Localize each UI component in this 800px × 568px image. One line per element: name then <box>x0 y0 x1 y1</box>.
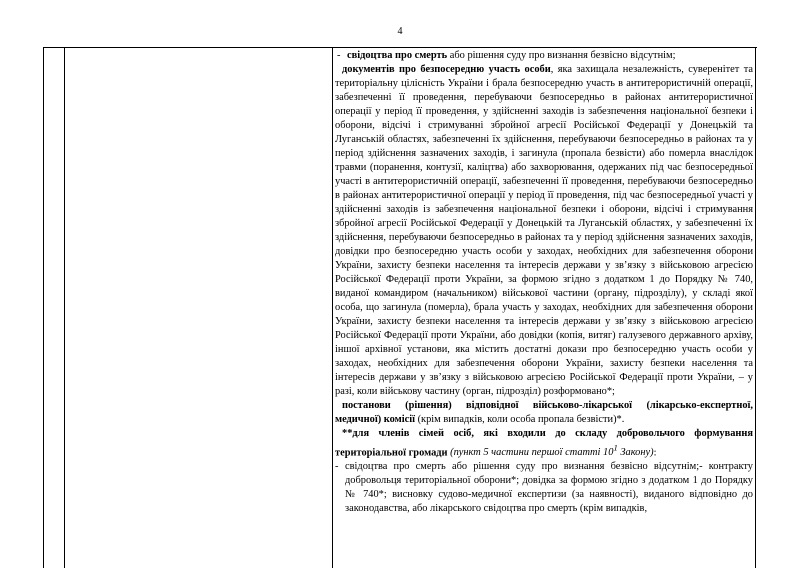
column-divider <box>332 48 333 568</box>
document-table <box>43 47 757 568</box>
bold-heading: **для членів сімей осіб, які входили до складу добровольчого формування територіальної громади <box>335 428 753 459</box>
column-divider <box>755 48 756 568</box>
requirements-cell <box>335 49 753 516</box>
bold-term: постанови (рішення) відповідної військово-лікарської (лікарсько-експертної, медичної) комісії <box>335 400 753 425</box>
item-text: або рішення суду про визнання безвісно відсутнім; <box>447 50 676 61</box>
law-reference: (пункт 5 частини першої статті 10 <box>447 447 614 459</box>
list-dash: - <box>337 50 341 61</box>
law-reference-sup: 1 <box>613 443 618 453</box>
paragraph-text: , яка захищала незалежність, суверенітет та територіальну цілісність України і брала безпосередню участь в антитерористичній операції, забезпеченні її проведення, перебуваючи безпосередньо в районах антитерористичної операції у період її проведення, у здійсненні заходів із забезпечення національної безпеки і оборони, відсічі і стримуванні збройної агресії Російської Федерації у Донецькій та Луганській областях, забезпеченні їх здійснення, перебуваючи безпосередньо в районах та у період здійснення зазначених заходів, і загинула (пропала безвісти) або померла внаслідок травми (поранення, контузії, каліцтва) або захворювання, одержаних під час безпосередньої участі в антитерористичній операції, забезпеченні її проведення, перебуваючи безпосередньо в районах антитерористичної операції у період її проведення, під час безпосередньої участі у здійсненні заходів із забезпечення національної безпеки і оборони, відсічі і стримування збройної агресії Російської Федерації у Донецькій та Луганській областях, у забезпеченні їх здійснення, перебуваючи безпосередньо в районах та у період здійснення зазначених заходів, довідки про безпосередню участь особи у заходах, необхідних для забезпечення оборони України, захисту безпеки населення та інтересів держави у зв’язку з військовою агресією Російської Федерації проти України, за формою згідно з додатком 1 до Порядку № 740, виданої командиром (начальником) військової частини (органу, підрозділу), у складі якої особа, що загинула (померла), брала участь у заходах, необхідних для забезпечення оборони України, захисту безпеки населення та інтересів держави у зв’язку з військовою агресією Російської Федерації проти України, або довідки (копія, витяг) галузевого державного архіву, іншої архівної установи, яка містить достатні докази про безпосередню участь особи у заходах, необхідних для забезпечення оборони України, захисту безпеки населення та інтересів держави у зв’язку з військовою агресією Російської Федерації проти України, – у разі, коли військову частину (орган, підрозділ) розформовано*; <box>335 64 753 397</box>
list-item-death-certificate <box>335 49 753 63</box>
bold-term: свідоцтва про смерть <box>347 50 448 61</box>
list-dash: - <box>335 461 339 473</box>
law-reference-end: Закону) <box>617 447 654 459</box>
paragraph-medical-commission <box>335 399 753 427</box>
bold-term: документів про безпосередню участь особи <box>342 64 551 75</box>
list-item-contract-documents <box>335 460 753 516</box>
paragraph-text: (крім випадків, коли особа пропала безвісти)*. <box>414 414 625 425</box>
page-number: 4 <box>397 26 403 37</box>
column-divider <box>64 48 65 568</box>
item-text: свідоцтва про смерть або рішення суду про визнання безвісно відсутнім;- контракту добровольця територіальної оборони*; довідка за формою згідно з додатком 1 до Порядку № 740*; висновку судово-медичної експертизи (за наявності), виданого відповідно до законодавства, або лікарського свідоцтва про смерть (крім випадків, <box>345 461 753 515</box>
heading-colon: : <box>653 447 657 459</box>
paragraph-participation-documents <box>335 63 753 399</box>
paragraph-territorial-defense-families <box>335 427 753 460</box>
